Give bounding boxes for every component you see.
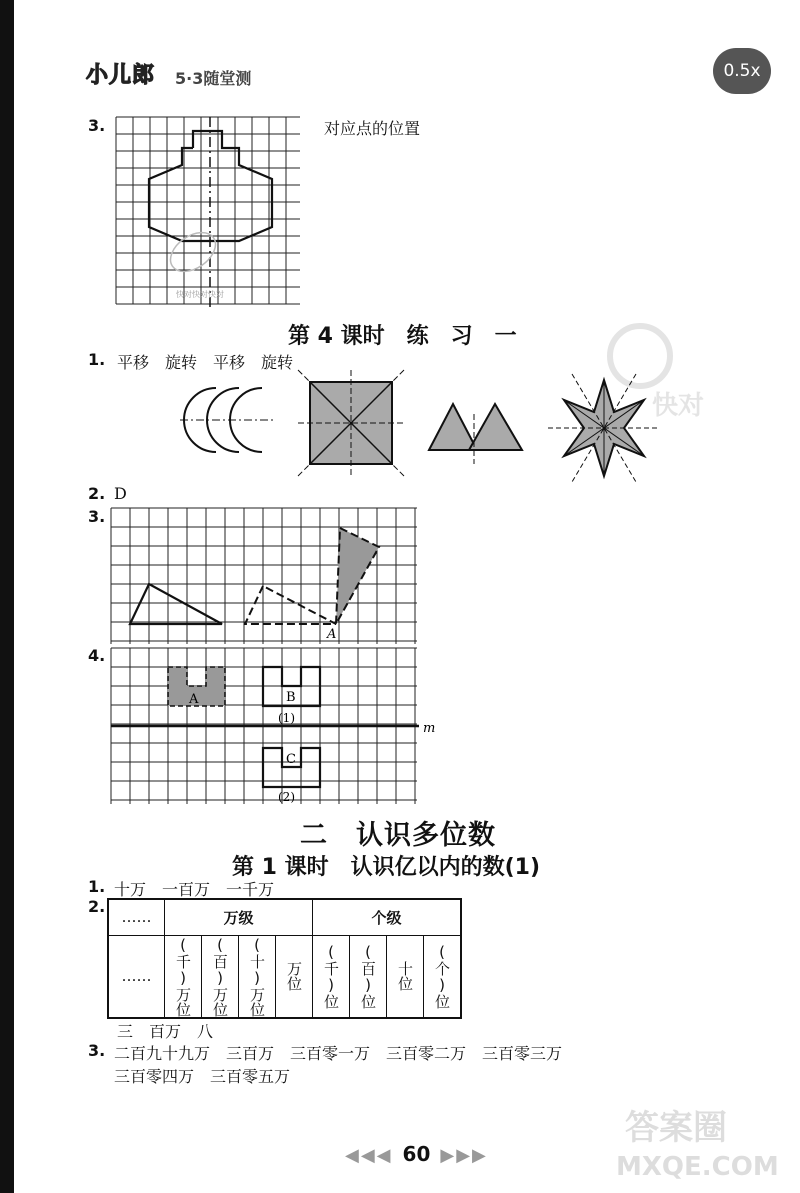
- line-label-m: m: [423, 721, 436, 736]
- page-number: 60: [402, 1142, 431, 1166]
- answer-text: 二百九十九万 三百万 三百零一万 三百零二万 三百零三万: [114, 1044, 563, 1063]
- question-number: 2.: [88, 484, 106, 503]
- table-cell: (个)位: [424, 935, 462, 1018]
- answer-text: 十万 一百万 一千万: [114, 880, 275, 899]
- brand-logo: 小儿郎: [86, 63, 156, 88]
- table-cell: (千)位: [313, 935, 350, 1018]
- grid-figure-reflection: [111, 648, 436, 805]
- unit-title: 二 认识多位数: [300, 820, 496, 851]
- answer-text: D: [114, 484, 127, 503]
- table-header-wan: 万级: [165, 899, 313, 935]
- table-cell: 万位: [276, 935, 313, 1018]
- triangles-translation-figure: [422, 392, 532, 464]
- star-rotation-figure: [548, 372, 660, 484]
- square-rotation-figure: [298, 372, 408, 472]
- left-arrows-icon: ◀◀◀: [345, 1145, 393, 1166]
- series-title: 5·3随堂测: [175, 69, 252, 88]
- book-spine: [0, 0, 14, 1193]
- step-label-2: (2): [278, 790, 295, 804]
- shape-label-c: C: [286, 752, 296, 767]
- watermark-text: 答案圈: [625, 1108, 727, 1148]
- right-arrows-icon: ▶▶▶: [440, 1145, 488, 1166]
- zoom-button[interactable]: 0.5x: [713, 48, 771, 94]
- svg-text:快对: 快对: [652, 391, 705, 421]
- question-number: 2.: [88, 897, 106, 916]
- table-cell: (十)万位: [239, 935, 276, 1018]
- question-number: 3.: [88, 1041, 106, 1060]
- question-number: 1.: [88, 877, 106, 896]
- question-number: 3.: [88, 507, 106, 526]
- grid-figure-symmetry: [116, 117, 301, 307]
- table-cell: (百)万位: [202, 935, 239, 1018]
- shape-label-b: B: [286, 690, 296, 705]
- point-label-a: A: [327, 627, 337, 642]
- question-number: 3.: [88, 116, 106, 135]
- page-footer: [345, 1142, 488, 1166]
- question-number: 1.: [88, 350, 106, 369]
- stamp-text: 快对快对快对: [176, 290, 224, 299]
- grid-figure-rotation: [111, 508, 419, 645]
- lesson-title: 第 4 课时 练 习 一: [288, 324, 517, 349]
- table-cell: 十位: [387, 935, 424, 1018]
- answer-text: 平移 旋转 平移 旋转: [117, 353, 294, 372]
- step-label-1: (1): [278, 711, 295, 725]
- table-cell: ……: [108, 899, 165, 935]
- question-number: 4.: [88, 646, 106, 665]
- table-cell: ……: [108, 935, 165, 1018]
- watermark-url: MXQE.COM: [616, 1152, 779, 1182]
- place-value-table: [107, 898, 462, 1019]
- lesson-title: 第 1 课时 认识亿以内的数(1): [232, 855, 541, 880]
- answer-text: 对应点的位置: [324, 119, 421, 138]
- answer-text: 三 百万 八: [117, 1022, 214, 1041]
- table-header-ge: 个级: [313, 899, 462, 935]
- arcs-translation-figure: [180, 380, 275, 460]
- table-cell: (千)万位: [165, 935, 202, 1018]
- table-cell: (百)位: [350, 935, 387, 1018]
- stamp-mark: [163, 225, 222, 280]
- shape-label-a: A: [189, 692, 199, 707]
- answer-text: 三百零四万 三百零五万: [114, 1067, 291, 1086]
